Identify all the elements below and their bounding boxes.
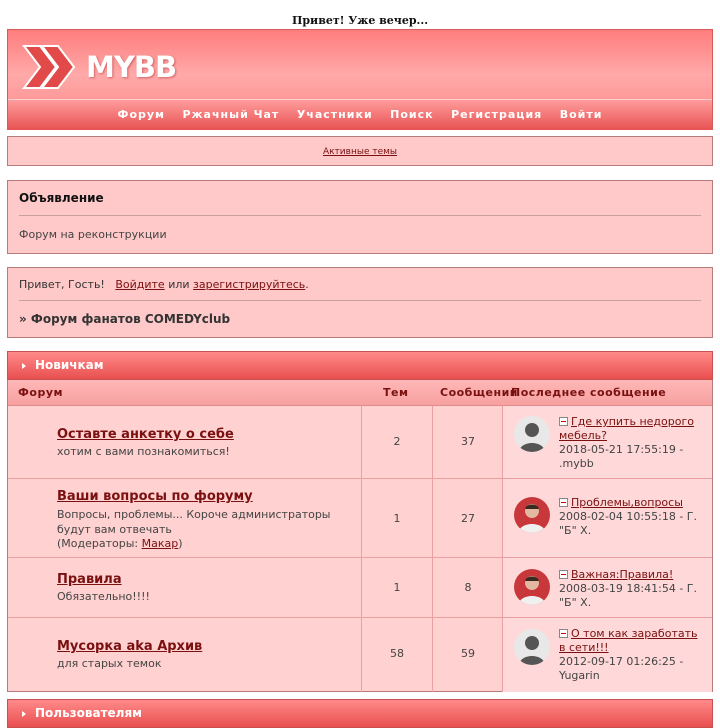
topics-cell [361, 558, 432, 617]
posts-cell [432, 618, 503, 692]
last-post-cell [502, 406, 712, 478]
col-forum: Форум [18, 386, 64, 399]
user-photo-icon [514, 569, 550, 605]
logo-arrows-icon [20, 40, 80, 96]
last-post-link[interactable]: Важная:Правила! [571, 568, 674, 581]
nav-members[interactable]: Участники [296, 108, 373, 121]
post-icon [559, 498, 568, 507]
post-icon [559, 417, 568, 426]
guest-greeting: Привет, Гость! [19, 278, 105, 291]
main-navigation [8, 99, 712, 130]
category-header-newbies[interactable] [7, 351, 713, 380]
moderators-close: ) [178, 537, 183, 550]
posts-cell [432, 479, 503, 557]
last-post-link[interactable]: Проблемы,вопросы [571, 496, 683, 509]
post-count: 59 [461, 647, 475, 660]
logo-text: MYBB [86, 50, 177, 84]
greeting-text: Привет! Уже вечер... [291, 14, 429, 27]
last-post-meta: 2008-02-04 10:55:18 - Г. "Б" Х. [559, 510, 697, 537]
last-post-meta: 2008-03-19 18:41:54 - Г. "Б" Х. [559, 582, 697, 609]
user-photo-icon [514, 497, 550, 533]
post-icon [559, 570, 568, 579]
avatar[interactable] [514, 629, 550, 665]
nav-search[interactable]: Поиск [390, 108, 434, 121]
forum-title-link[interactable]: Мусорка aka Архив [57, 639, 203, 654]
default-avatar-icon [514, 416, 550, 452]
col-last-post: Последнее сообщение [511, 386, 667, 399]
topics-cell [361, 479, 432, 557]
forum-cell [8, 618, 361, 692]
moderators [57, 536, 347, 551]
topic-count: 2 [393, 435, 401, 448]
or-text: или [168, 278, 190, 291]
forum-title-link[interactable]: Ваши вопросы по форуму [57, 489, 253, 504]
col-topics: Тем [383, 386, 409, 399]
announcement-text: Форум на реконструкции [19, 228, 167, 241]
category-header-users[interactable] [7, 699, 713, 728]
last-post-cell [502, 618, 712, 692]
topic-count: 58 [390, 647, 404, 660]
forum-description: для старых темок [57, 657, 162, 670]
collapse-triangle-icon[interactable] [22, 363, 26, 369]
post-count: 8 [464, 581, 472, 594]
login-link[interactable]: Войдите [115, 278, 165, 291]
topic-count: 1 [393, 581, 401, 594]
last-post-cell [502, 558, 712, 617]
forum-description: Обязательно!!!! [57, 590, 150, 603]
last-post-info [559, 496, 707, 538]
avatar[interactable] [514, 497, 550, 533]
table-row [8, 406, 712, 479]
last-post-meta: 2012-09-17 01:26:25 - Yugarin [559, 655, 684, 682]
moderators-label: (Модераторы: [57, 537, 139, 550]
last-post-link[interactable]: О том как заработать в сети!!! [559, 627, 698, 654]
site-header [7, 29, 713, 130]
last-post-info [559, 627, 707, 683]
topics-cell [361, 406, 432, 478]
table-row [8, 618, 712, 692]
avatar[interactable] [514, 416, 550, 452]
forum-description: Вопросы, проблемы... Короче администраторы будут вам отвечать [57, 508, 331, 536]
active-topics-panel [7, 136, 713, 166]
posts-cell [432, 558, 503, 617]
nav-login[interactable]: Войти [559, 108, 603, 121]
table-row [8, 558, 712, 618]
breadcrumb[interactable]: » Форум фанатов COMEDYclub [19, 312, 231, 326]
default-avatar-icon [514, 629, 550, 665]
forum-title-link[interactable]: Оставте анкетку о себе [57, 427, 234, 442]
forum-table [7, 380, 713, 692]
forum-cell [8, 406, 361, 478]
col-posts: Сообщений [440, 386, 519, 399]
forum-cell [8, 558, 361, 617]
forum-title-link[interactable]: Правила [57, 572, 122, 587]
active-topics-link[interactable]: Активные темы [322, 147, 398, 157]
forum-description: хотим с вами познакомиться! [57, 445, 230, 458]
welcome-panel [7, 267, 713, 338]
post-count: 27 [461, 512, 475, 525]
last-post-cell [502, 479, 712, 557]
last-post-meta: 2018-05-21 17:55:19 - .mybb [559, 443, 684, 470]
topics-cell [361, 618, 432, 692]
topic-count: 1 [393, 512, 401, 525]
category-title: Новичкам [35, 358, 104, 372]
nav-register[interactable]: Регистрация [451, 108, 543, 121]
register-link[interactable]: зарегистрируйтесь [193, 278, 306, 291]
dot-text: . [305, 278, 309, 291]
last-post-info [559, 415, 707, 471]
post-count: 37 [461, 435, 475, 448]
nav-forum[interactable]: Форум [117, 108, 166, 121]
moderator-link[interactable]: Макар [141, 537, 179, 550]
last-post-link[interactable]: Где купить недорого мебель? [559, 415, 694, 442]
welcome-line [19, 278, 701, 301]
forum-cell [8, 479, 361, 557]
post-icon [559, 629, 568, 638]
avatar[interactable] [514, 569, 550, 605]
collapse-triangle-icon[interactable] [22, 711, 26, 717]
site-logo[interactable] [20, 40, 180, 96]
table-row [8, 479, 712, 558]
table-header [8, 380, 712, 406]
last-post-info [559, 568, 707, 610]
nav-chat[interactable]: Ржачный Чат [182, 108, 280, 121]
announcement-panel [7, 180, 713, 254]
announcement-title: Объявление [19, 191, 701, 216]
category-title: Пользователям [35, 706, 142, 720]
posts-cell [432, 406, 503, 478]
